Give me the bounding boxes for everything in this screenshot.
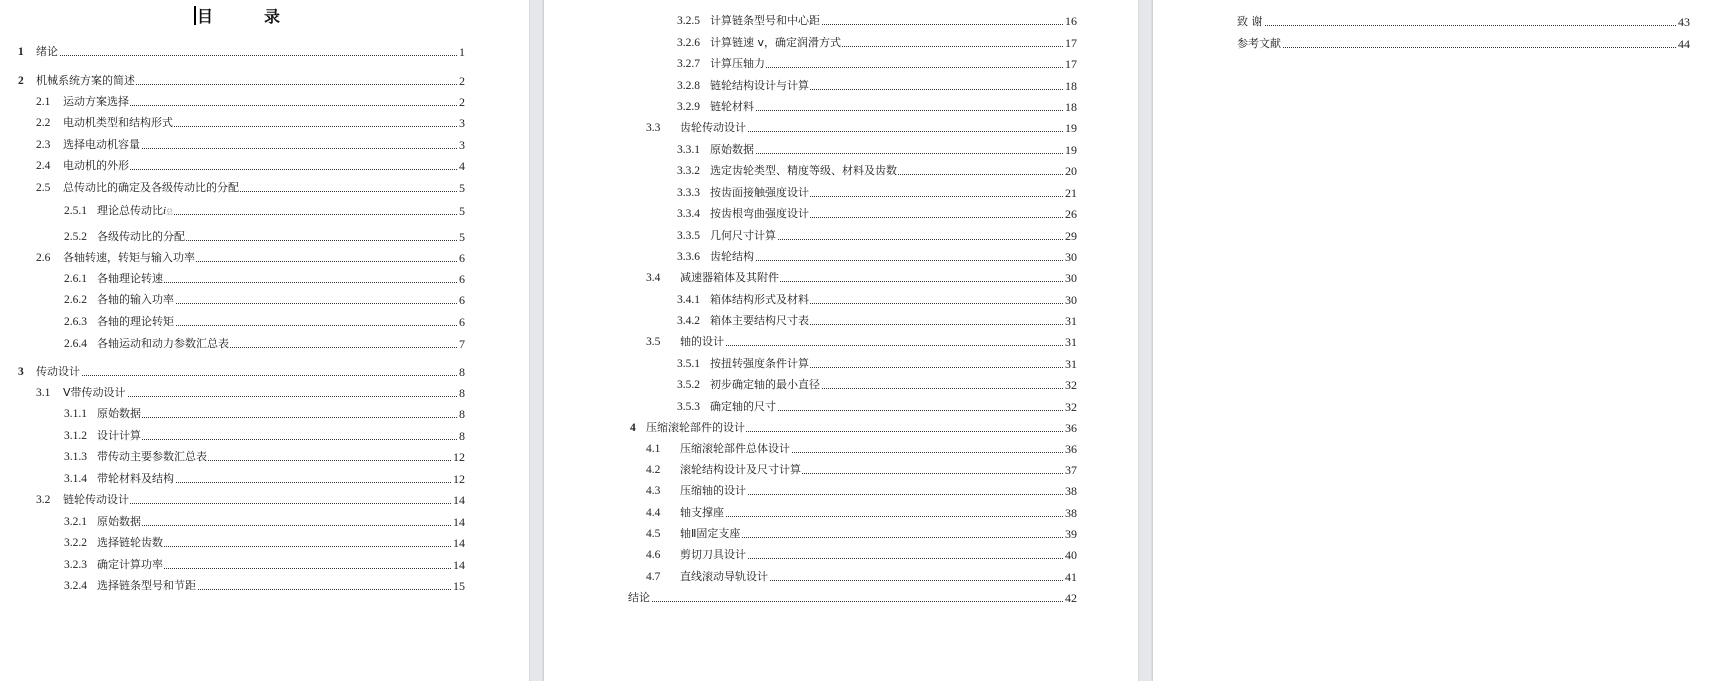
toc-entry-page-number: 5 [459,181,465,195]
toc-entry-page-number: 6 [459,272,465,286]
toc-entry-number: 2.6 [36,252,51,264]
toc-entry[interactable] [544,526,1077,542]
toc-entry-label: 按扭转强度条件计算 [710,357,809,370]
toc-entry[interactable] [544,35,1077,51]
toc-entry-title[interactable] [710,35,842,51]
toc-entry[interactable] [0,514,465,530]
toc-entry[interactable] [1153,14,1690,30]
toc-entry-page-number: 12 [453,450,465,464]
toc-entry-number: 3.1.4 [64,473,87,485]
toc-entry[interactable] [0,364,465,380]
toc-entry-page-number: 31 [1065,357,1077,371]
toc-entry-page-number: 1 [459,45,465,59]
toc-entry-label: 滚轮结构设计及尺寸计算 [680,463,801,476]
toc-entry-number: 3.5.3 [677,401,700,413]
toc-entry-label: 传动设计 [36,365,80,378]
toc-entry-page-number: 18 [1065,79,1077,93]
toc-entry-number: 3.2.7 [677,58,700,70]
toc-entry-title[interactable] [97,557,164,573]
toc-entry-label: 直线滚动导轨设计 [680,570,768,583]
toc-entry-label: 运动方案选择 [63,95,129,108]
toc-entry[interactable] [0,428,465,444]
toc-entry[interactable] [0,180,465,196]
toc-entry-number: 3.2.5 [677,15,700,27]
toc-entry-title[interactable] [680,505,725,521]
toc-entry-page-number: 37 [1065,463,1077,477]
toc-entry-title[interactable] [97,535,164,551]
toc-entry[interactable] [0,557,465,573]
toc-entry-label: 轴支撑座 [680,506,724,519]
toc-entry[interactable] [1153,36,1690,52]
toc-entry-title[interactable] [97,203,174,220]
toc-entry-label: 带轮材料及结构 [97,472,174,485]
toc-entry-label: 减速器箱体及其附件 [680,271,779,284]
toc-entry-number: 4.4 [646,507,661,519]
toc-entry[interactable] [0,336,465,352]
toc-entry-label: 绪论 [36,45,58,58]
toc-entry-title[interactable] [97,271,164,287]
toc-entry[interactable] [0,271,465,287]
toc-entry-title[interactable] [710,185,810,201]
toc-entry-label: 原始数据 [97,515,141,528]
toc-entry-number: 3.3.2 [677,165,700,177]
toc-entry-page-number: 3 [459,138,465,152]
toc-entry-title[interactable] [710,313,810,329]
toc-entry-page-number: 14 [453,536,465,550]
toc-entry[interactable] [544,120,1077,136]
toc-entry-label: 各轴运动和动力参数汇总表 [97,337,229,350]
toc-entry-title[interactable] [710,249,755,265]
toc-entry-page-number: 14 [453,493,465,507]
dot-leader [1237,25,1688,26]
toc-entry-label: 总传动比的确定及各级传动比的分配 [63,181,239,194]
toc-entry-number: 4.6 [646,549,661,561]
toc-entry[interactable] [0,292,465,308]
toc-entry-number: 3.3 [646,122,661,134]
toc-entry-number: 2.5.2 [64,231,87,243]
toc-entry-page-number: 8 [459,365,465,379]
toc-entry-title[interactable] [1237,36,1282,52]
toc-entry[interactable] [544,569,1077,585]
toc-entry-label: 初步确定轴的最小直径 [710,378,820,391]
toc-entry-label: 机械系统方案的简述 [36,74,135,87]
dot-leader [628,601,1075,602]
toc-entry[interactable] [544,249,1077,265]
toc-entry-label: 链轮传动设计 [63,493,129,506]
toc-entry-number: 1 [18,46,24,58]
toc-entry-page-number: 7 [459,337,465,351]
toc-entry-title[interactable] [710,356,810,372]
toc-entry-title[interactable] [710,142,755,158]
toc-entry-number: 2.6.1 [64,273,87,285]
toc-entry-label: 链轮结构设计与计算 [710,79,809,92]
toc-entry-title[interactable] [680,334,725,350]
toc-title-char-1: 目 [197,7,214,26]
dot-leader [710,153,1075,154]
toc-entry-title[interactable] [63,115,174,131]
dot-leader [36,55,463,56]
toc-entry[interactable] [0,492,465,508]
toc-entry-page-number: 41 [1065,570,1077,584]
toc-entry-label: 箱体结构形式及材料 [710,293,809,306]
toc-entry-page-number: 6 [459,293,465,307]
toc-entry-number: 2.6.2 [64,294,87,306]
toc-entry-page-number: 5 [459,230,465,244]
toc-entry-title[interactable] [97,229,186,245]
document-page-1 [0,0,529,681]
toc-entry[interactable] [544,420,1077,436]
toc-entry-page-number: 5 [459,204,465,218]
toc-entry[interactable] [0,115,465,131]
toc-entry-title[interactable] [63,137,141,153]
toc-entry-title[interactable] [710,56,766,72]
toc-entry-number: 3.5.1 [677,358,700,370]
toc-entry-page-number: 30 [1065,250,1077,264]
toc-entry[interactable] [0,73,465,89]
toc-entry-label: 各级传动比的分配 [97,230,185,243]
dot-leader [36,375,463,376]
toc-entry-label: 轴的设计 [680,335,724,348]
dot-leader [97,525,463,526]
toc-entry-title[interactable] [628,590,651,606]
toc-entry-label: 压缩滚轮部件的设计 [646,421,745,434]
toc-entry[interactable] [0,385,465,401]
toc-entry-number: 4.3 [646,485,661,497]
toc-title-char-2: 录 [264,7,281,26]
toc-entry-number: 3.2 [36,494,51,506]
toc-entry[interactable] [544,505,1077,521]
toc-entry-number: 3.2.6 [677,37,700,49]
toc-entry[interactable] [544,206,1077,222]
toc-entry-title[interactable] [680,526,741,542]
toc-entry-page-number: 8 [459,407,465,421]
toc-entry-label: 选择电动机容量 [63,138,140,151]
toc-entry-page-number: 36 [1065,442,1077,456]
toc-entry[interactable] [0,158,465,174]
toc-entry-number: 4 [630,422,636,434]
toc-entry[interactable] [544,356,1077,372]
toc-entry[interactable] [544,399,1077,415]
toc-entry[interactable] [0,314,465,330]
toc-entry-page-number: 14 [453,515,465,529]
toc-entry[interactable] [544,185,1077,201]
toc-entry-label: 齿轮传动设计 [680,121,746,134]
toc-entry-label: 各轴转速，转矩与输入功率 [63,251,195,264]
dot-leader [97,439,463,440]
toc-entry-title[interactable] [680,441,791,457]
toc-entry-label: 带传动主要参数汇总表 [97,450,207,463]
toc-entry-page-number: 3 [459,116,465,130]
toc-entry-label: 压缩滚轮部件总体设计 [680,442,790,455]
toc-entry-number: 4.1 [646,443,661,455]
toc-entry-number: 3.2.9 [677,101,700,113]
page-gap [529,0,544,681]
toc-entry-label: 电动机类型和结构形式 [63,116,173,129]
toc-entry-page-number: 14 [453,558,465,572]
toc-entry-title[interactable] [63,94,130,110]
toc-entry[interactable] [544,292,1077,308]
toc-entry[interactable] [544,313,1077,329]
toc-entry[interactable] [544,441,1077,457]
toc-entry-number: 3.3.4 [677,208,700,220]
toc-entry-title[interactable] [710,163,898,179]
toc-entry-title[interactable] [710,399,777,415]
toc-entry[interactable] [544,99,1077,115]
toc-entry-label: 各轴的输入功率 [97,293,174,306]
toc-entry-label: 参考文献 [1237,37,1281,50]
document-page-3 [1153,0,1722,681]
toc-entry[interactable] [0,203,465,219]
toc-entry-page-number: 26 [1065,207,1077,221]
toc-entry-number: 3.4 [646,272,661,284]
toc-entry-number: 4.7 [646,571,661,583]
toc-entry[interactable] [544,78,1077,94]
toc-entry-label: 选择链轮齿数 [97,536,163,549]
toc-entry-title[interactable] [97,406,142,422]
toc-entry-label: 设计计算 [97,429,141,442]
dot-leader [97,417,463,418]
toc-entry-title[interactable] [680,569,769,585]
toc-entry-page-number: 6 [459,315,465,329]
toc-entry-page-number: 15 [453,579,465,593]
dot-leader [710,110,1075,111]
toc-entry-page-number: 6 [459,251,465,265]
toc-entry-page-number: 20 [1065,164,1077,178]
toc-entry-title[interactable] [97,292,175,308]
toc-entry-label: 剪切刀具设计 [680,548,746,561]
toc-entry-page-number: 2 [459,74,465,88]
toc-entry-title[interactable] [710,78,810,94]
toc-entry-label: 齿轮结构 [710,250,754,263]
toc-entry-page-number: 32 [1065,378,1077,392]
toc-entry[interactable] [0,578,465,594]
toc-entry-title[interactable] [646,420,746,436]
toc-entry[interactable] [0,250,465,266]
toc-entry-title[interactable] [97,514,142,530]
toc-entry-page-number: 4 [459,159,465,173]
toc-entry-number: 3.5.2 [677,379,700,391]
toc-entry-page-number: 8 [459,386,465,400]
toc-entry-title[interactable] [710,377,821,393]
toc-entry-number: 3.3.1 [677,144,700,156]
toc-entry-number: 2.6.4 [64,338,87,350]
toc-entry-page-number: 31 [1065,314,1077,328]
toc-entry-label: V带传动设计 [63,386,126,399]
toc-entry-number: 3.1 [36,387,51,399]
toc-entry-page-number: 32 [1065,400,1077,414]
toc-entry-page-number: 2 [459,95,465,109]
toc-entry-title[interactable] [710,99,755,115]
toc-entry-page-number: 8 [459,429,465,443]
toc-entry-page-number: 39 [1065,527,1077,541]
toc-entry-title[interactable] [710,206,810,222]
toc-entry-title[interactable] [1237,14,1264,30]
toc-entry[interactable] [0,535,465,551]
toc-entry[interactable] [544,462,1077,478]
toc-entry-title[interactable] [36,73,136,89]
toc-entry[interactable] [544,13,1077,29]
toc-entry-label: 各轴理论转速 [97,272,163,285]
toc-entry[interactable] [544,56,1077,72]
toc-entry[interactable] [544,547,1077,563]
toc-entry-number: 3.1.3 [64,451,87,463]
toc-entry-label: 选定齿轮类型、精度等级、材料及齿数 [710,164,897,177]
toc-entry-label: 压缩轴的设计 [680,484,746,497]
math-symbol: i总 [163,205,174,217]
toc-entry-label: 按齿面接触强度设计 [710,186,809,199]
toc-entry-title[interactable] [97,578,197,594]
toc-entry-page-number: 30 [1065,293,1077,307]
toc-entry-number: 3.4.2 [677,315,700,327]
toc-entry-number: 3.3.3 [677,187,700,199]
toc-entry[interactable] [544,483,1077,499]
toc-entry-label: 计算压轴力 [710,57,765,70]
toc-entry-label: 选择链条型号和节距 [97,579,196,592]
toc-entry-number: 4.2 [646,464,661,476]
toc-entry-title[interactable] [97,314,175,330]
toc-entry-page-number: 17 [1065,57,1077,71]
toc-entry-page-number: 36 [1065,421,1077,435]
toc-entry-label: 几何尺寸计算 [710,229,776,242]
toc-entry[interactable] [544,590,1077,606]
toc-entry-label: 链轮材料 [710,100,754,113]
toc-entry-number: 3.2.1 [64,516,87,528]
dot-leader [680,516,1075,517]
dot-leader [680,345,1075,346]
toc-entry-number: 3.3.6 [677,251,700,263]
toc-entry-number: 2 [18,75,24,87]
toc-entry-page-number: 29 [1065,229,1077,243]
toc-entry[interactable] [544,334,1077,350]
toc-entry-number: 2.5.1 [64,205,87,217]
toc-entry-number: 3.2.2 [64,537,87,549]
toc-entry-label: 轴Ⅱ固定支座 [680,527,741,540]
toc-entry-number: 2.3 [36,139,51,151]
toc-entry-title[interactable] [680,462,802,478]
toc-entry[interactable] [544,228,1077,244]
dot-leader [710,260,1075,261]
toc-entry-title[interactable] [97,449,208,465]
toc-entry-page-number: 42 [1065,591,1077,605]
toc-entry-title[interactable] [680,120,747,136]
toc-entry-label: 计算链条型号和中心距 [710,14,820,27]
toc-entry-label: 原始数据 [710,143,754,156]
toc-entry-page-number: 18 [1065,100,1077,114]
toc-entry-page-number: 16 [1065,14,1077,28]
toc-entry-page-number: 38 [1065,484,1077,498]
document-page-2 [544,0,1138,681]
toc-entry-label: 确定计算功率 [97,558,163,571]
toc-entry-page-number: 21 [1065,186,1077,200]
toc-entry-label: 理论总传动比 [97,204,163,217]
toc-entry[interactable] [544,142,1077,158]
toc-entry-number: 3.1.1 [64,408,87,420]
toc-entry-number: 2.6.3 [64,316,87,328]
toc-entry-title[interactable] [36,44,59,60]
toc-entry[interactable] [0,137,465,153]
toc-entry-title[interactable] [36,364,81,380]
dot-leader [1237,47,1688,48]
toc-entry-title[interactable] [63,158,130,174]
toc-entry-number: 3 [18,366,24,378]
toc-entry-number: 3.2.3 [64,559,87,571]
toc-entry-number: 3.2.8 [677,80,700,92]
toc-entry-title[interactable] [63,180,240,196]
toc-entry-title[interactable] [63,385,127,401]
toc-entry[interactable] [0,406,465,422]
toc-entry-title[interactable] [97,336,230,352]
toc-entry[interactable] [0,471,465,487]
toc-entry-label: 原始数据 [97,407,141,420]
toc-entry-title[interactable] [680,547,747,563]
toc-entry-label: 结论 [628,591,650,604]
toc-entry-label: 电动机的外形 [63,159,129,172]
toc-entry-number: 2.1 [36,96,51,108]
toc-entry-title[interactable] [63,250,196,266]
toc-entry-title[interactable] [680,483,747,499]
toc-entry-page-number: 43 [1678,15,1690,29]
toc-entry-page-number: 31 [1065,335,1077,349]
page-gap [1138,0,1153,681]
toc-entry-title[interactable] [97,428,142,444]
toc-entry-label: 箱体主要结构尺寸表 [710,314,809,327]
toc-entry-number: 3.4.1 [677,294,700,306]
toc-title [0,4,529,28]
toc-entry-page-number: 40 [1065,548,1077,562]
toc-entry-title[interactable] [63,492,130,508]
toc-entry-number: 3.1.2 [64,430,87,442]
toc-entry[interactable] [0,229,465,245]
toc-entry-title[interactable] [710,13,821,29]
toc-entry[interactable] [544,377,1077,393]
toc-entry-label: 按齿根弯曲强度设计 [710,207,809,220]
toc-entry-number: 3.2.4 [64,580,87,592]
toc-entry-number: 4.5 [646,528,661,540]
toc-entry[interactable] [544,163,1077,179]
toc-entry[interactable] [0,449,465,465]
toc-entry-page-number: 17 [1065,36,1077,50]
toc-entry[interactable] [544,270,1077,286]
toc-entry[interactable] [0,44,465,60]
toc-entry-number: 3.3.5 [677,230,700,242]
toc-entry[interactable] [0,94,465,110]
toc-entry-page-number: 19 [1065,121,1077,135]
toc-entry-page-number: 19 [1065,143,1077,157]
toc-entry-page-number: 44 [1678,37,1690,51]
toc-entry-page-number: 30 [1065,271,1077,285]
toc-entry-label: 各轴的理论转矩 [97,315,174,328]
toc-entry-title[interactable] [710,228,777,244]
toc-entry-number: 2.4 [36,160,51,172]
toc-entry-label: 致 谢 [1237,15,1263,28]
toc-entry-page-number: 38 [1065,506,1077,520]
toc-entry-number: 3.5 [646,336,661,348]
toc-entry-label: 确定轴的尺寸 [710,400,776,413]
toc-entry-number: 2.5 [36,182,51,194]
toc-entry-title[interactable] [680,270,780,286]
toc-entry-title[interactable] [710,292,810,308]
toc-entry-title[interactable] [97,471,175,487]
toc-entry-label: 计算链速 v，确定润滑方式 [710,36,842,49]
toc-entry-number: 2.2 [36,117,51,129]
toc-entry-page-number: 12 [453,472,465,486]
